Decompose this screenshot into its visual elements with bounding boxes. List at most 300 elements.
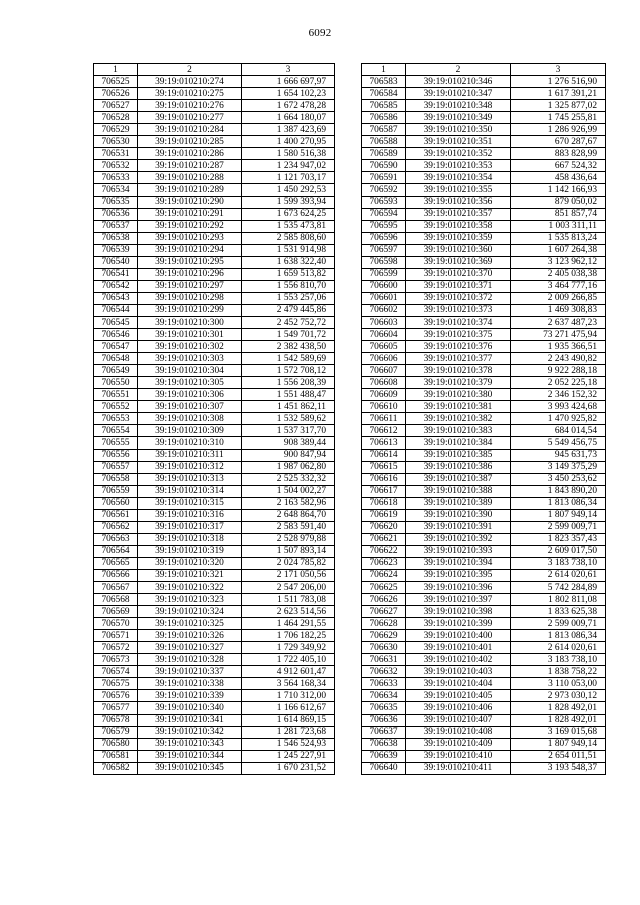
- cadastral-number: 39:19:010210:344: [138, 750, 242, 762]
- cadastral-number: 39:19:010210:357: [406, 208, 511, 220]
- cadastral-number: 39:19:010210:277: [138, 112, 242, 124]
- cadastral-value: 1 504 002,27: [242, 485, 335, 497]
- cadastral-number: 39:19:010210:319: [138, 545, 242, 557]
- cadastral-number: 39:19:010210:341: [138, 714, 242, 726]
- table-row: [362, 401, 606, 413]
- cadastral-number: 39:19:010210:393: [406, 545, 511, 557]
- cadastral-number: 39:19:010210:347: [406, 88, 511, 100]
- table-row: [94, 196, 335, 208]
- cadastral-value: 1 234 947,02: [242, 160, 335, 172]
- table-row: [94, 76, 335, 88]
- cadastral-value: 2 609 017,50: [511, 545, 606, 557]
- cadastral-number: 39:19:010210:408: [406, 726, 511, 738]
- cadastral-number: 39:19:010210:400: [406, 630, 511, 642]
- column-header: 3: [511, 64, 606, 76]
- cadastral-value: 1 556 208,39: [242, 377, 335, 389]
- cadastral-value: 1 828 492,01: [511, 714, 606, 726]
- row-number: 706526: [94, 88, 138, 100]
- cadastral-number: 39:19:010210:401: [406, 642, 511, 654]
- table-row: [362, 714, 606, 726]
- cadastral-value: 2 243 490,82: [511, 353, 606, 365]
- cadastral-number: 39:19:010210:310: [138, 437, 242, 449]
- cadastral-value: 1 802 811,08: [511, 594, 606, 606]
- table-row: [362, 220, 606, 232]
- cadastral-value: 73 271 475,94: [511, 329, 606, 341]
- cadastral-number: 39:19:010210:406: [406, 702, 511, 714]
- row-number: 706635: [362, 702, 406, 714]
- row-number: 706613: [362, 437, 406, 449]
- cadastral-value: 3 193 548,37: [511, 762, 606, 774]
- cadastral-number: 39:19:010210:328: [138, 654, 242, 666]
- column-header: 1: [362, 64, 406, 76]
- cadastral-number: 39:19:010210:378: [406, 365, 511, 377]
- row-number: 706628: [362, 618, 406, 630]
- table-row: [362, 76, 606, 88]
- table-row: [362, 341, 606, 353]
- cadastral-value: 1 823 357,43: [511, 533, 606, 545]
- row-number: 706561: [94, 509, 138, 521]
- row-number: 706584: [362, 88, 406, 100]
- cadastral-number: 39:19:010210:309: [138, 425, 242, 437]
- row-number: 706534: [94, 184, 138, 196]
- cadastral-value: 1 470 925,82: [511, 413, 606, 425]
- cadastral-number: 39:19:010210:381: [406, 401, 511, 413]
- table-row: [94, 642, 335, 654]
- cadastral-number: 39:19:010210:300: [138, 316, 242, 328]
- table-row: [94, 244, 335, 256]
- cadastral-value: 1 664 180,07: [242, 112, 335, 124]
- table-row: [94, 690, 335, 702]
- cadastral-value: 2 614 020,61: [511, 642, 606, 654]
- cadastral-number: 39:19:010210:298: [138, 292, 242, 304]
- table-row: [94, 268, 335, 280]
- table-row: [94, 702, 335, 714]
- row-number: 706542: [94, 280, 138, 292]
- cadastral-value: 3 564 168,34: [242, 678, 335, 690]
- cadastral-value: 1 549 701,72: [242, 329, 335, 341]
- cadastral-number: 39:19:010210:376: [406, 341, 511, 353]
- row-number: 706540: [94, 256, 138, 268]
- row-number: 706597: [362, 244, 406, 256]
- row-number: 706582: [94, 762, 138, 774]
- table-row: [362, 690, 606, 702]
- cadastral-value: 1 580 516,38: [242, 148, 335, 160]
- row-number: 706573: [94, 654, 138, 666]
- table-row: [362, 280, 606, 292]
- row-number: 706595: [362, 220, 406, 232]
- row-number: 706537: [94, 220, 138, 232]
- row-number: 706551: [94, 389, 138, 401]
- cadastral-number: 39:19:010210:351: [406, 136, 511, 148]
- row-number: 706566: [94, 569, 138, 581]
- cadastral-number: 39:19:010210:311: [138, 449, 242, 461]
- table-row: [362, 232, 606, 244]
- row-number: 706552: [94, 401, 138, 413]
- cadastral-number: 39:19:010210:313: [138, 473, 242, 485]
- row-number: 706559: [94, 485, 138, 497]
- register-table-left-body: [94, 64, 335, 775]
- page-number: 6092: [308, 27, 332, 39]
- cadastral-number: 39:19:010210:305: [138, 377, 242, 389]
- cadastral-value: 9 922 288,18: [511, 365, 606, 377]
- cadastral-number: 39:19:010210:380: [406, 389, 511, 401]
- cadastral-value: 1 813 086,34: [511, 497, 606, 509]
- cadastral-value: 1 003 311,11: [511, 220, 606, 232]
- cadastral-value: 667 524,32: [511, 160, 606, 172]
- table-row: [94, 160, 335, 172]
- cadastral-number: 39:19:010210:403: [406, 666, 511, 678]
- cadastral-value: 1 142 166,93: [511, 184, 606, 196]
- cadastral-number: 39:19:010210:306: [138, 389, 242, 401]
- cadastral-value: 1 710 312,00: [242, 690, 335, 702]
- cadastral-number: 39:19:010210:384: [406, 437, 511, 449]
- table-row: [362, 485, 606, 497]
- row-number: 706575: [94, 678, 138, 690]
- cadastral-value: 883 828,99: [511, 148, 606, 160]
- table-row: [362, 413, 606, 425]
- table-row: [94, 304, 335, 316]
- table-row: [94, 569, 335, 581]
- cadastral-value: 2 654 011,51: [511, 750, 606, 762]
- table-row: [362, 582, 606, 594]
- row-number: 706571: [94, 630, 138, 642]
- table-row: [362, 521, 606, 533]
- cadastral-value: 1 325 877,02: [511, 100, 606, 112]
- row-number: 706626: [362, 594, 406, 606]
- cadastral-number: 39:19:010210:296: [138, 268, 242, 280]
- row-number: 706550: [94, 377, 138, 389]
- cadastral-value: 2 648 864,70: [242, 509, 335, 521]
- cadastral-number: 39:19:010210:342: [138, 726, 242, 738]
- row-number: 706634: [362, 690, 406, 702]
- row-number: 706630: [362, 642, 406, 654]
- row-number: 706568: [94, 594, 138, 606]
- row-number: 706637: [362, 726, 406, 738]
- row-number: 706587: [362, 124, 406, 136]
- cadastral-number: 39:19:010210:339: [138, 690, 242, 702]
- row-number: 706543: [94, 292, 138, 304]
- cadastral-number: 39:19:010210:398: [406, 606, 511, 618]
- cadastral-value: 1 511 783,08: [242, 594, 335, 606]
- cadastral-number: 39:19:010210:377: [406, 353, 511, 365]
- cadastral-value: 1 672 478,28: [242, 100, 335, 112]
- cadastral-value: 1 281 723,68: [242, 726, 335, 738]
- table-row: [94, 449, 335, 461]
- cadastral-number: 39:19:010210:407: [406, 714, 511, 726]
- cadastral-value: 5 742 284,89: [511, 582, 606, 594]
- row-number: 706545: [94, 316, 138, 328]
- cadastral-value: 1 670 231,52: [242, 762, 335, 774]
- cadastral-value: 1 659 513,82: [242, 268, 335, 280]
- cadastral-number: 39:19:010210:405: [406, 690, 511, 702]
- table-row: [94, 124, 335, 136]
- cadastral-value: 1 553 257,06: [242, 292, 335, 304]
- register-table-left: [93, 63, 335, 775]
- table-row: [362, 702, 606, 714]
- cadastral-value: 1 464 291,55: [242, 618, 335, 630]
- row-number: 706609: [362, 389, 406, 401]
- cadastral-value: 1 535 473,81: [242, 220, 335, 232]
- table-row: [94, 714, 335, 726]
- table-row: [94, 377, 335, 389]
- cadastral-value: 2 528 979,88: [242, 533, 335, 545]
- cadastral-value: 1 614 869,15: [242, 714, 335, 726]
- row-number: 706569: [94, 606, 138, 618]
- cadastral-number: 39:19:010210:308: [138, 413, 242, 425]
- cadastral-value: 1 551 488,47: [242, 389, 335, 401]
- table-row: [94, 136, 335, 148]
- table-row: [362, 196, 606, 208]
- row-number: 706531: [94, 148, 138, 160]
- register-table-right: [361, 63, 606, 775]
- cadastral-number: 39:19:010210:391: [406, 521, 511, 533]
- table-row: [94, 557, 335, 569]
- cadastral-value: 2 346 152,32: [511, 389, 606, 401]
- cadastral-number: 39:19:010210:314: [138, 485, 242, 497]
- cadastral-number: 39:19:010210:322: [138, 582, 242, 594]
- cadastral-value: 1 599 393,94: [242, 196, 335, 208]
- table-row: [362, 678, 606, 690]
- row-number: 706557: [94, 461, 138, 473]
- cadastral-number: 39:19:010210:340: [138, 702, 242, 714]
- row-number: 706627: [362, 606, 406, 618]
- row-number: 706594: [362, 208, 406, 220]
- cadastral-value: 1 935 366,51: [511, 341, 606, 353]
- cadastral-value: 1 556 810,70: [242, 280, 335, 292]
- table-row: [362, 88, 606, 100]
- cadastral-number: 39:19:010210:373: [406, 304, 511, 316]
- table-row: [94, 750, 335, 762]
- table-row: [362, 630, 606, 642]
- cadastral-value: 908 389,44: [242, 437, 335, 449]
- table-row: [94, 726, 335, 738]
- row-number: 706625: [362, 582, 406, 594]
- table-row: [94, 461, 335, 473]
- cadastral-value: 2 585 808,60: [242, 232, 335, 244]
- row-number: 706586: [362, 112, 406, 124]
- table-row: [94, 509, 335, 521]
- table-row: [362, 497, 606, 509]
- row-number: 706621: [362, 533, 406, 545]
- table-row: [94, 521, 335, 533]
- cadastral-number: 39:19:010210:321: [138, 569, 242, 581]
- cadastral-value: 670 287,67: [511, 136, 606, 148]
- cadastral-value: 1 572 708,12: [242, 365, 335, 377]
- row-number: 706579: [94, 726, 138, 738]
- cadastral-value: 1 537 317,70: [242, 425, 335, 437]
- cadastral-number: 39:19:010210:286: [138, 148, 242, 160]
- cadastral-number: 39:19:010210:349: [406, 112, 511, 124]
- table-row: [94, 594, 335, 606]
- cadastral-value: 2 024 785,82: [242, 557, 335, 569]
- cadastral-number: 39:19:010210:345: [138, 762, 242, 774]
- cadastral-number: 39:19:010210:304: [138, 365, 242, 377]
- cadastral-value: 1 469 308,83: [511, 304, 606, 316]
- cadastral-number: 39:19:010210:348: [406, 100, 511, 112]
- table-row: [362, 136, 606, 148]
- row-number: 706577: [94, 702, 138, 714]
- row-number: 706589: [362, 148, 406, 160]
- row-number: 706624: [362, 569, 406, 581]
- cadastral-value: 2 452 752,72: [242, 316, 335, 328]
- cadastral-number: 39:19:010210:288: [138, 172, 242, 184]
- row-number: 706585: [362, 100, 406, 112]
- table-row: [362, 449, 606, 461]
- cadastral-value: 1 666 697,97: [242, 76, 335, 88]
- cadastral-number: 39:19:010210:301: [138, 329, 242, 341]
- row-number: 706618: [362, 497, 406, 509]
- row-number: 706532: [94, 160, 138, 172]
- cadastral-value: 684 014,54: [511, 425, 606, 437]
- column-header: 2: [406, 64, 511, 76]
- row-number: 706576: [94, 690, 138, 702]
- register-table-right-body: [362, 64, 606, 775]
- cadastral-value: 1 807 949,14: [511, 509, 606, 521]
- row-number: 706525: [94, 76, 138, 88]
- table-row: [94, 545, 335, 557]
- cadastral-value: 1 451 862,11: [242, 401, 335, 413]
- table-row: [94, 208, 335, 220]
- table-row: [94, 316, 335, 328]
- table-row: [94, 172, 335, 184]
- table-row: [94, 437, 335, 449]
- cadastral-value: 3 183 738,10: [511, 654, 606, 666]
- cadastral-number: 39:19:010210:389: [406, 497, 511, 509]
- table-row: [94, 630, 335, 642]
- row-number: 706620: [362, 521, 406, 533]
- cadastral-value: 2 614 020,61: [511, 569, 606, 581]
- cadastral-value: 1 673 624,25: [242, 208, 335, 220]
- row-number: 706564: [94, 545, 138, 557]
- row-number: 706570: [94, 618, 138, 630]
- row-number: 706533: [94, 172, 138, 184]
- table-row: [94, 738, 335, 750]
- row-number: 706574: [94, 666, 138, 678]
- cadastral-value: 1 807 949,14: [511, 738, 606, 750]
- cadastral-number: 39:19:010210:317: [138, 521, 242, 533]
- cadastral-number: 39:19:010210:303: [138, 353, 242, 365]
- row-number: 706632: [362, 666, 406, 678]
- cadastral-value: 1 245 227,91: [242, 750, 335, 762]
- row-number: 706539: [94, 244, 138, 256]
- row-number: 706633: [362, 678, 406, 690]
- row-number: 706528: [94, 112, 138, 124]
- cadastral-value: 2 382 438,50: [242, 341, 335, 353]
- header-row: [94, 64, 335, 76]
- cadastral-value: 3 169 015,68: [511, 726, 606, 738]
- row-number: 706619: [362, 509, 406, 521]
- row-number: 706605: [362, 341, 406, 353]
- cadastral-number: 39:19:010210:289: [138, 184, 242, 196]
- cadastral-value: 1 166 612,67: [242, 702, 335, 714]
- table-row: [362, 184, 606, 196]
- table-row: [94, 341, 335, 353]
- table-row: [362, 353, 606, 365]
- cadastral-value: 2 973 030,12: [511, 690, 606, 702]
- header-row: [362, 64, 606, 76]
- cadastral-number: 39:19:010210:290: [138, 196, 242, 208]
- cadastral-number: 39:19:010210:307: [138, 401, 242, 413]
- row-number: 706581: [94, 750, 138, 762]
- cadastral-value: 3 464 777,16: [511, 280, 606, 292]
- cadastral-value: 851 857,74: [511, 208, 606, 220]
- row-number: 706600: [362, 280, 406, 292]
- table-row: [94, 292, 335, 304]
- table-row: [94, 618, 335, 630]
- table-row: [362, 425, 606, 437]
- cadastral-value: 3 450 253,62: [511, 473, 606, 485]
- table-row: [362, 666, 606, 678]
- cadastral-number: 39:19:010210:353: [406, 160, 511, 172]
- column-header: 3: [242, 64, 335, 76]
- table-row: [94, 425, 335, 437]
- row-number: 706565: [94, 557, 138, 569]
- cadastral-value: 2 171 050,56: [242, 569, 335, 581]
- table-row: [362, 389, 606, 401]
- cadastral-value: 900 847,94: [242, 449, 335, 461]
- column-header: 2: [138, 64, 242, 76]
- cadastral-number: 39:19:010210:404: [406, 678, 511, 690]
- table-row: [94, 100, 335, 112]
- row-number: 706601: [362, 292, 406, 304]
- row-number: 706606: [362, 353, 406, 365]
- cadastral-number: 39:19:010210:375: [406, 329, 511, 341]
- cadastral-number: 39:19:010210:372: [406, 292, 511, 304]
- cadastral-value: 2 163 582,96: [242, 497, 335, 509]
- cadastral-value: 2 405 038,38: [511, 268, 606, 280]
- cadastral-number: 39:19:010210:395: [406, 569, 511, 581]
- cadastral-number: 39:19:010210:315: [138, 497, 242, 509]
- row-number: 706602: [362, 304, 406, 316]
- cadastral-value: 1 722 405,10: [242, 654, 335, 666]
- cadastral-value: 3 149 375,29: [511, 461, 606, 473]
- cadastral-value: 1 838 758,22: [511, 666, 606, 678]
- cadastral-number: 39:19:010210:312: [138, 461, 242, 473]
- table-row: [362, 304, 606, 316]
- table-row: [362, 750, 606, 762]
- cadastral-value: 1 833 625,38: [511, 606, 606, 618]
- cadastral-value: 2 479 445,86: [242, 304, 335, 316]
- cadastral-number: 39:19:010210:399: [406, 618, 511, 630]
- row-number: 706554: [94, 425, 138, 437]
- row-number: 706536: [94, 208, 138, 220]
- cadastral-number: 39:19:010210:284: [138, 124, 242, 136]
- table-row: [362, 148, 606, 160]
- cadastral-value: 1 607 264,38: [511, 244, 606, 256]
- cadastral-number: 39:19:010210:392: [406, 533, 511, 545]
- cadastral-value: 1 532 589,62: [242, 413, 335, 425]
- table-row: [362, 569, 606, 581]
- table-row: [94, 497, 335, 509]
- table-row: [94, 401, 335, 413]
- table-row: [94, 88, 335, 100]
- cadastral-value: 1 638 322,40: [242, 256, 335, 268]
- cadastral-number: 39:19:010210:274: [138, 76, 242, 88]
- cadastral-number: 39:19:010210:356: [406, 196, 511, 208]
- row-number: 706603: [362, 316, 406, 328]
- row-number: 706588: [362, 136, 406, 148]
- cadastral-number: 39:19:010210:338: [138, 678, 242, 690]
- cadastral-number: 39:19:010210:325: [138, 618, 242, 630]
- row-number: 706553: [94, 413, 138, 425]
- row-number: 706611: [362, 413, 406, 425]
- row-number: 706590: [362, 160, 406, 172]
- table-row: [362, 437, 606, 449]
- cadastral-number: 39:19:010210:390: [406, 509, 511, 521]
- cadastral-value: 1 828 492,01: [511, 702, 606, 714]
- cadastral-value: 5 549 456,75: [511, 437, 606, 449]
- cadastral-number: 39:19:010210:326: [138, 630, 242, 642]
